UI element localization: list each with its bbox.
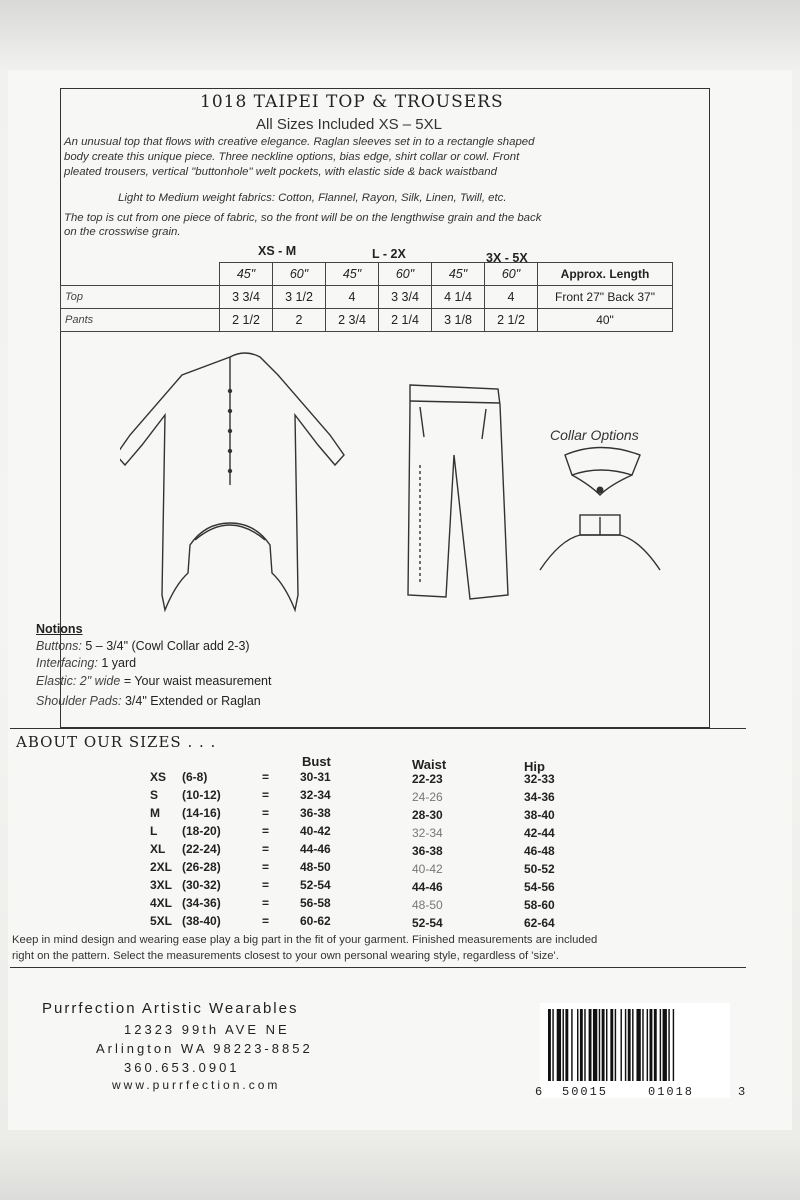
size-range-cell: (18-20) [182,824,221,838]
column-header-waist: Waist [412,757,447,772]
yardage-table [60,262,673,332]
barcode-bar [650,1009,653,1081]
barcode-digit: 6 [535,1085,543,1099]
barcode-bar [628,1009,631,1081]
size-waist-cell: 22-23 [412,772,443,786]
fabric-width: 60" [485,263,538,286]
size-bust-cell: 44-46 [300,842,331,856]
garment-illustrations [120,345,740,625]
ease-note: right on the pattern. Select the measurements closest to your own personal wearing style, regardless of 'size'. [12,950,559,962]
size-size-cell: XL [150,842,166,856]
size-size-cell: M [150,806,160,820]
size-hip-cell: 34-36 [524,790,555,804]
yardage-value: 3 3/4 [379,286,432,309]
barcode-bar [584,1009,585,1081]
grain-note: The top is cut from one piece of fabric, so the front will be on the lengthwise grain and the back [64,212,542,224]
size-hip-cell: 32-33 [524,772,555,786]
barcode-digit: 3 [738,1085,746,1099]
column-header-hip: Hip [524,759,545,774]
size-eq-cell: = [262,842,270,856]
barcode-digits: 50015 [562,1085,609,1099]
sizes-section [10,728,746,968]
barcode-digits: 01018 [648,1085,695,1099]
size-hip-cell: 54-56 [524,880,555,894]
description-line: An unusual top that flows with creative elegance. Raglan sleeves set in to a rectangle shaped [64,136,535,148]
table-row [61,309,673,332]
sizes-heading: ABOUT OUR SIZES . . . [16,733,217,751]
size-eq-cell: = [262,824,270,838]
barcode-bar [654,1009,657,1081]
barcode-bar [589,1009,592,1081]
approx-length: 40" [538,309,673,332]
size-range-cell: (34-36) [182,896,221,910]
barcode-bar [660,1009,661,1081]
size-hip-cell: 42-44 [524,826,555,840]
company-phone: 360.653.0901 [124,1060,240,1075]
fabric-width: 45" [432,263,485,286]
size-hip-cell: 62-64 [524,916,555,930]
notions-heading: Notions [36,622,83,636]
row-label: Top [61,286,220,309]
barcode-bar [610,1009,613,1081]
size-range-cell: (10-12) [182,788,221,802]
notion-label: Shoulder Pads: [36,694,122,708]
size-size-cell: XS [150,770,167,784]
size-group-header: XS - M [258,244,297,258]
table-row [61,263,673,286]
size-bust-cell: 32-34 [300,788,331,802]
barcode-bar [647,1009,648,1081]
notion-item [36,694,261,708]
barcode-bars [540,1003,730,1085]
barcode-bar [625,1009,626,1081]
barcode-bar [571,1009,572,1081]
barcode [540,1003,730,1098]
yardage-value: 2 3/4 [326,309,379,332]
barcode-bar [632,1009,633,1081]
company-website: www.purrfection.com [112,1078,281,1092]
size-size-cell: 5XL [150,914,173,928]
size-eq-cell: = [262,878,270,892]
size-eq-cell: = [262,770,270,784]
size-waist-cell: 52-54 [412,916,443,930]
yardage-value: 3 1/2 [273,286,326,309]
size-bust-cell: 48-50 [300,860,331,874]
barcode-bar [668,1009,669,1081]
column-header-bust: Bust [302,754,331,769]
size-hip-cell: 58-60 [524,898,555,912]
length-header: Approx. Length [538,263,673,286]
barcode-bar [552,1009,553,1081]
size-bust-cell: 40-42 [300,824,331,838]
table-row [61,286,673,309]
size-group-header: 3X - 5X [486,251,528,265]
size-size-cell: S [150,788,159,802]
row-label: Pants [61,309,220,332]
barcode-bar [636,1009,640,1081]
barcode-bar [673,1009,674,1081]
size-bust-cell: 56-58 [300,896,331,910]
notion-value: 1 yard [97,656,137,670]
collar-illustrations [540,448,660,571]
fabric-width: 45" [326,263,379,286]
barcode-bar [621,1009,622,1081]
size-eq-cell: = [262,914,270,928]
size-waist-cell: 28-30 [412,808,443,822]
trousers-illustration [408,385,508,599]
yardage-value: 2 1/2 [220,309,273,332]
company-city: Arlington WA 98223-8852 [96,1041,313,1056]
size-waist-cell: 24-26 [412,790,443,804]
size-eq-cell: = [262,788,270,802]
size-range-cell: (22-24) [182,842,221,856]
size-waist-cell: 32-34 [412,826,443,840]
collar-button-icon [597,487,604,494]
size-size-cell: 2XL [150,860,173,874]
size-range-cell: (30-32) [182,878,221,892]
size-bust-cell: 30-31 [300,770,331,784]
notion-value: 5 – 3/4" (Cowl Collar add 2-3) [81,639,250,653]
barcode-bar [565,1009,568,1081]
notion-item [36,639,250,653]
barcode-bar [548,1009,551,1081]
barcode-bar [577,1009,578,1081]
yardage-value: 2 1/4 [379,309,432,332]
size-range-cell: (14-16) [182,806,221,820]
description-line: body create this unique piece. Three neckline options, bias edge, shirt collar or cowl. Front [64,151,520,163]
size-waist-cell: 40-42 [412,862,443,876]
description-line: pleated trousers, vertical "buttonhole" welt pockets, with elastic side & back waistband [64,166,497,178]
barcode-bar [642,1009,643,1081]
yardage-value: 3 1/8 [432,309,485,332]
size-range-cell: (38-40) [182,914,221,928]
company-address: 12323 99th AVE NE [124,1022,290,1037]
size-waist-cell: 44-46 [412,880,443,894]
pattern-subtitle: All Sizes Included XS – 5XL [256,116,442,133]
size-range-cell: (6-8) [182,770,208,784]
barcode-bar [606,1009,607,1081]
size-hip-cell: 46-48 [524,844,555,858]
company-name: Purrfection Artistic Wearables [42,1000,299,1017]
size-hip-cell: 38-40 [524,808,555,822]
size-waist-cell: 36-38 [412,844,443,858]
yardage-value: 4 1/4 [432,286,485,309]
yardage-value: 2 1/2 [485,309,538,332]
barcode-bar [615,1009,616,1081]
yardage-value: 2 [273,309,326,332]
yardage-value: 3 3/4 [220,286,273,309]
size-group-header: L - 2X [372,247,406,261]
approx-length: Front 27" Back 37" [538,286,673,309]
barcode-bar [563,1009,564,1081]
size-range-cell: (26-28) [182,860,221,874]
ease-note: Keep in mind design and wearing ease play a big part in the fit of your garment. Finished measurements are included [12,934,598,946]
notion-label: Buttons: [36,639,82,653]
fabric-width: 60" [379,263,432,286]
notion-item [36,674,271,688]
notion-value: = Your waist measurement [120,674,272,688]
size-eq-cell: = [262,860,270,874]
notion-label: Elastic: 2" wide [36,674,121,688]
barcode-bar [663,1009,667,1081]
yardage-value: 4 [326,286,379,309]
size-waist-cell: 48-50 [412,898,443,912]
pattern-title: 1018 TAIPEI TOP & TROUSERS [200,92,504,112]
size-hip-cell: 50-52 [524,862,555,876]
size-size-cell: 4XL [150,896,173,910]
notion-label: Interfacing: [36,656,98,670]
size-size-cell: 3XL [150,878,173,892]
grain-note: on the crosswise grain. [64,226,181,238]
size-bust-cell: 36-38 [300,806,331,820]
fabric-width: 45" [220,263,273,286]
size-size-cell: L [150,824,158,838]
barcode-bar [602,1009,605,1081]
yardage-value: 4 [485,286,538,309]
barcode-bar [580,1009,583,1081]
collar-options-label: Collar Options [550,427,639,443]
size-bust-cell: 52-54 [300,878,331,892]
fabric-suggestions: Light to Medium weight fabrics: Cotton, Flannel, Rayon, Silk, Linen, Twill, etc. [118,192,507,204]
fabric-width: 60" [273,263,326,286]
barcode-bar [557,1009,561,1081]
barcode-bar [593,1009,597,1081]
notion-value: 3/4" Extended or Raglan [121,694,261,708]
size-bust-cell: 60-62 [300,914,331,928]
notion-item [36,656,136,670]
size-eq-cell: = [262,896,270,910]
size-eq-cell: = [262,806,270,820]
barcode-bar [599,1009,600,1081]
